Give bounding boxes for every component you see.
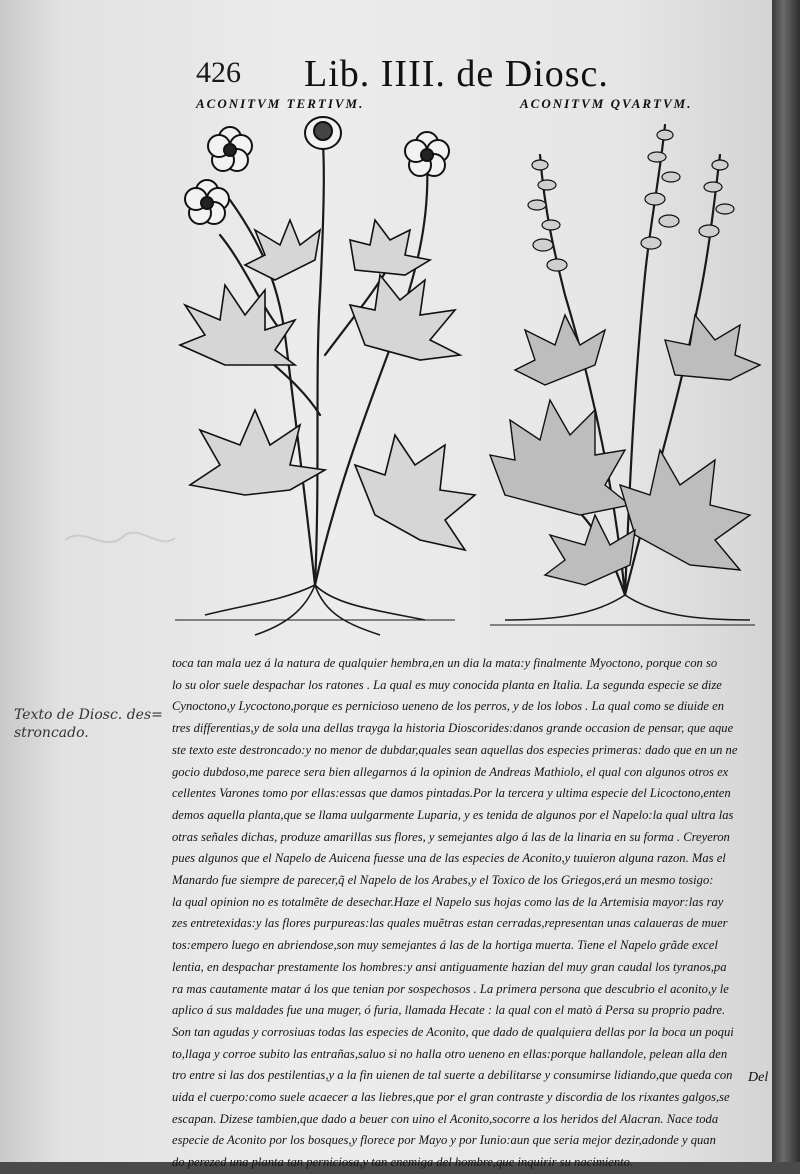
body-text-line: do perezed una planta tan perniciosa,y tan enemiga del hombre,que inquirir su nacimiento. [172,1155,634,1170]
body-text [172,653,768,1174]
body-text-line: lentia, en despachar prestamente los hombres:y ansi antiguamente hazian del muy gran caudal los tyranos,pa [172,959,727,974]
body-text-line: zes entretexidas:y las flores purpureas:las quales muẽtras estan cerradas,representan unas calaueras de muer [172,916,728,931]
left-figure-caption: ACONITVM TERTIVM. [196,96,365,111]
right-figure-caption: ACONITVM QVARTVM. [520,96,693,111]
catchword: Del [748,1070,769,1085]
body-text-line: gocio dubdoso,me parece sera bien allegarnos á la opinion de Andreas Mathiolo, el qual con algunos otros ex [172,764,729,779]
margin-annotation-line: Texto de Diosc. des= [14,707,163,723]
body-text-line: la qual opinion no es totalmẽte de desechar.Haze el Napelo sus hojas como las de la Artemisia mayor:las ray [172,894,724,909]
body-text-line: toca tan mala uez á la natura de qualquier hembra,en un dia la mata:y finalmente Myoctono, porque con so [172,656,718,670]
page-number: 426 [196,56,241,89]
body-text-line: tos:empero luego en abriendose,son muy semejantes á las de la hortiga muerta. Tiene el Napelo grãde excel [172,938,718,953]
body-text-line: uida el cuerpo:como suele acaecer a las liebres,que por el gran contraste y discordia de los rixantes galgos,se [172,1090,730,1105]
body-text-line: Son tan agudas y corrosiuas todas las especies de Aconito, que dado de qualquiera dellas por la boca un poqui [172,1024,734,1039]
body-text-line: lo su olor suele despachar los ratones . La qual es muy conocida planta en Italia. La segunda especie se dize [172,677,722,692]
body-text-line: Cynoctono,y Lycoctono,porque es pernicioso ueneno de los perros, y de los lobos . La qual como se diuide en [172,699,725,714]
body-text-line: ste texto este destroncado:y no menor de dubdar,quales sean aquellas dos especies primeras: dado que en un ne [172,742,738,757]
body-text-line: ra mas cautamente matar á los que tenian por sospechosos . La primera persona que descubrio el aconito,y le [172,981,729,996]
body-text-line: aplico á sus maldades fue una muger, ó furia, llamada Hecate : la qual con el matò á Persa su proprio padre. [172,1003,726,1018]
body-text-line: especie de Aconito por los bosques,y florece por Mayo y por Iunio:aun que seria mejor dezir,adonde y quan [172,1133,716,1148]
body-text-line: cellentes Varones tomo por ellas:essas que damos pintadas.Por la tercera y ultima especie del Licoctono,enten [172,786,731,801]
margin-annotation [14,706,164,742]
body-text-line: tro entre si las dos pestilentias,y a la fin uienen de tal suerte a debilitarse y consumirse lidiando,que queda con [172,1068,733,1083]
page-header [196,52,756,96]
ink-bleed-through [60,520,180,560]
adjacent-page-edge [772,0,800,1162]
body-text-line: demos aquella planta,que se llama uulgarmente Luparia, y es tenida de algunos por el Napelo:la qual ultra las [172,807,734,822]
aconitum-tertium-woodcut [165,115,465,640]
body-text-line: to,llaga y corroe subito las entrañas,saluo si no halla otro ueneno en ellas:porque hallandole, pelean alla den [172,1046,728,1061]
body-text-line: tres differentias,y de sola una dellas trayga la historia Dioscorides:danos grande occasion de pensar, que aque [172,721,734,736]
running-head: Lib. IIII. de Diosc. [304,53,609,95]
body-text-line: Manardo fue siempre de parecer,q̃ el Napelo de los Arabes,y el Toxico de los Griegos,erá un mesmo tosigo: [172,873,714,888]
aconitum-quartum-woodcut [485,115,760,640]
body-text-line: escapan. Dizese tambien,que dado a beuer con uino el Aconito,socorre a los heridos del Alacran. Nace toda [172,1111,719,1126]
body-text-line: pues algunos que el Napelo de Auicena fuesse una de las especies de Aconito,y tuuieron alguna razon. Mas el [172,851,726,866]
margin-annotation-line: stroncado. [14,725,89,741]
body-text-line: otras señales dichas, produze amarillas sus flores, y semejantes algo á las de la linaria en su forma . Creyeron [172,829,730,844]
